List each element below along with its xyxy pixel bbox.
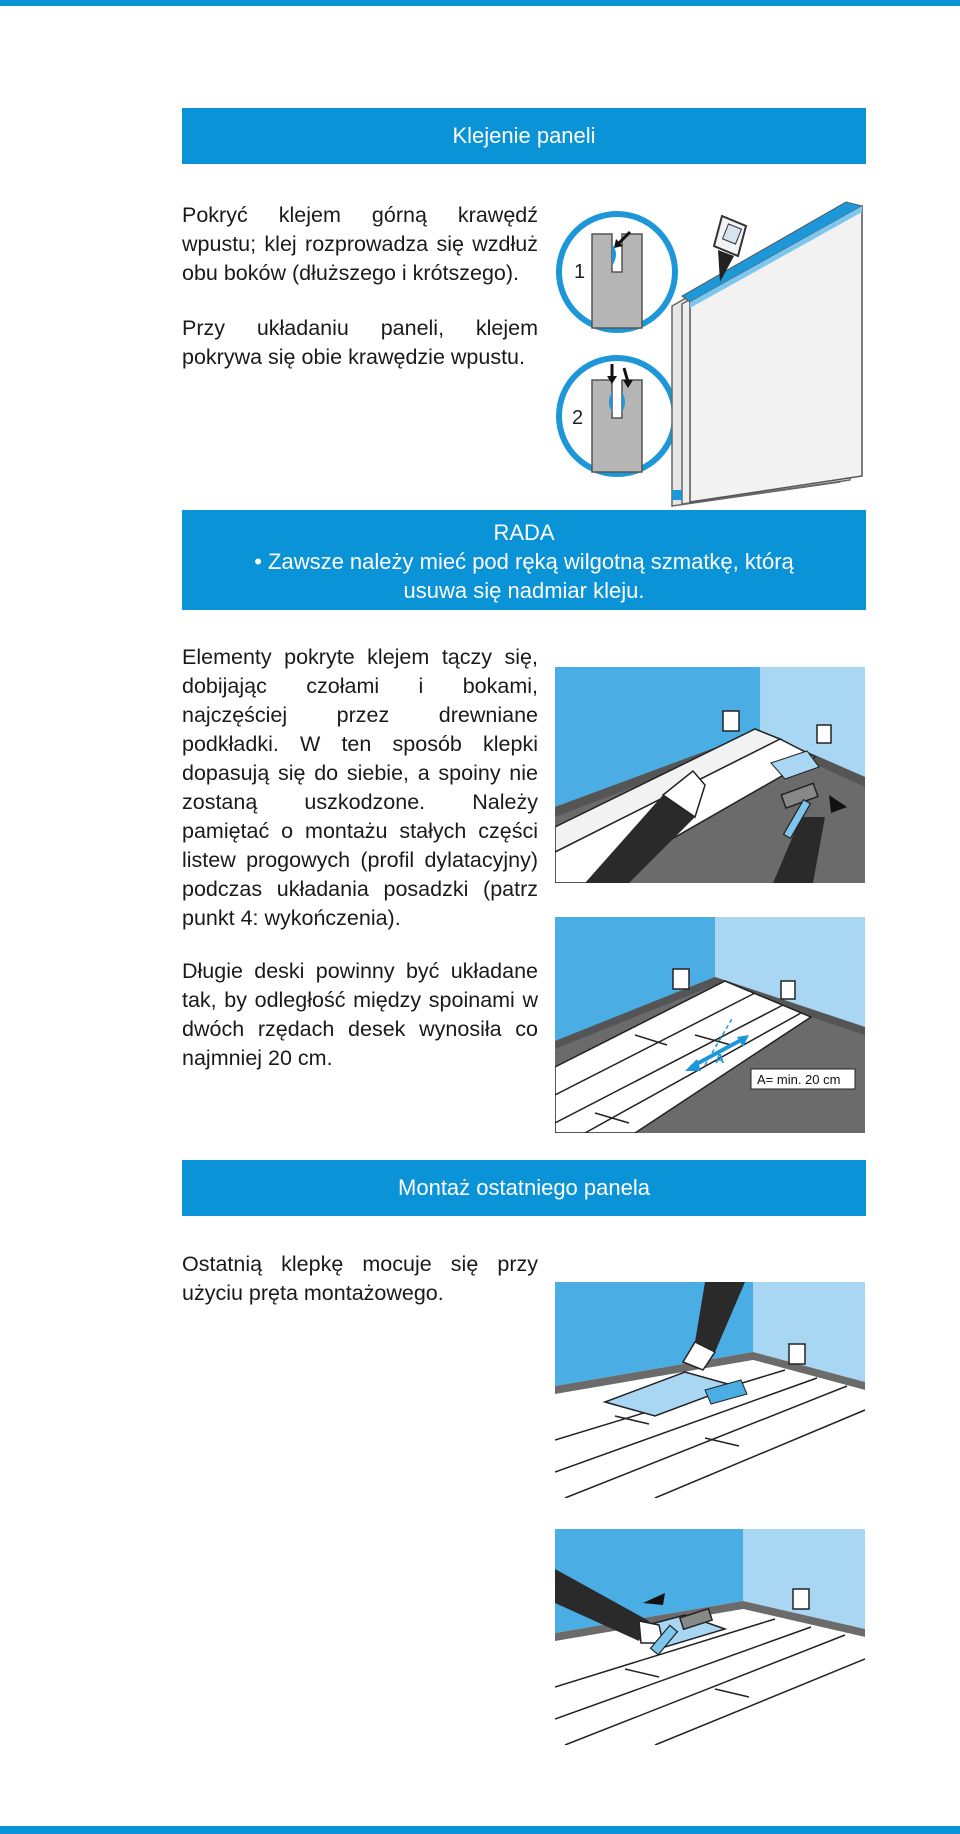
section-title-last-panel: Montaż ostatniego panela [182, 1160, 866, 1216]
hammering-planks-illustration [555, 667, 865, 883]
gluing-paragraph-2: Przy układaniu paneli, klejem pokrywa się obie krawędzie wpustu. [182, 316, 538, 369]
groove-detail-2 [559, 358, 675, 474]
last-panel-paragraph: Ostatnią klepkę mocuje się przy użyciu pręta montażowego. [182, 1252, 538, 1305]
distance-label-a: A [715, 1051, 725, 1066]
tip-title: RADA [493, 520, 555, 545]
top-rule [0, 0, 960, 6]
joint-spacing-illustration [555, 917, 865, 1133]
step-1-label: 1 [574, 261, 586, 283]
groove-detail-1 [559, 214, 675, 330]
tip-box [182, 510, 866, 610]
bottom-rule [0, 1826, 960, 1834]
pull-bar-illustration-2 [555, 1529, 865, 1745]
distance-caption: A= min. 20 cm [757, 1072, 841, 1087]
tip-text: • Zawsze należy mieć pod ręką wilgotną szmatkę, którą usuwa się nadmiar kleju. [254, 549, 794, 603]
pull-bar-illustration-1 [555, 1282, 865, 1498]
panel-stack [672, 202, 862, 506]
joining-paragraph: Elementy pokryte klejem tączy się, dobijając czołami i bokami, najczęściej przez drewniane podkładki. W ten sposób klepki dopasują się do siebie, a spoiny nie zostaną uszkodzone. Należy pamiętać o montażu stałych części listew progowych (profil dylatacyjny) podczas układania posadzki (patrz punkt 4: wykończenia). [182, 645, 538, 930]
step-2-label: 2 [572, 407, 584, 429]
section-title-gluing: Klejenie paneli [182, 108, 866, 164]
joint-spacing-paragraph: Długie deski powinny być układane tak, by odległość między spoinami w dwóch rzędach desek wynosiła co najmniej 20 cm. [182, 959, 538, 1070]
gluing-paragraph-1: Pokryć klejem górną krawędź wpustu; klej rozprowadza się wzdłuż obu boków (dłuższego i krótszego). [182, 203, 538, 285]
glue-application-illustration [550, 196, 870, 526]
